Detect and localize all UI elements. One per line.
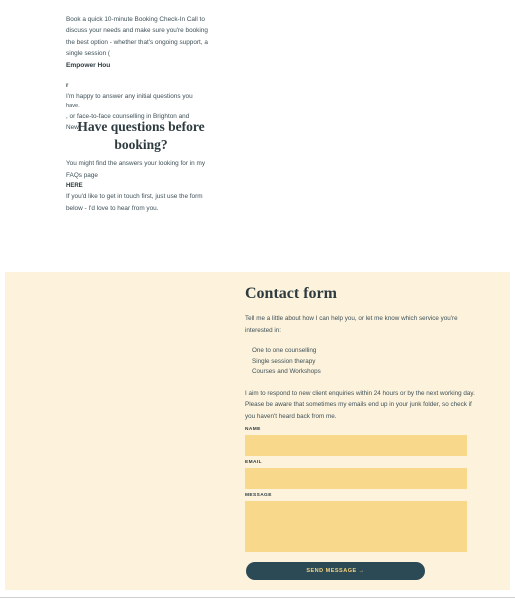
- booking-call-text: Book a quick 10-minute Booking Check-In Call to discuss your needs and make sure you're booking the best option - whether that's ongoing support, a single session (: [66, 16, 208, 58]
- answer-line-1: I'm happy to answer any initial questions you: [66, 92, 193, 100]
- questions-heading: Have questions before booking?: [77, 119, 205, 153]
- name-field[interactable]: [245, 435, 467, 456]
- top-section: [0, 0, 515, 272]
- contact-form: [245, 284, 475, 574]
- message-field[interactable]: [245, 501, 467, 552]
- intro-column: [66, 14, 216, 214]
- empower-hour-link[interactable]: Empower Hou: [66, 61, 111, 69]
- email-field[interactable]: [245, 468, 467, 489]
- response-note: I aim to respond to new client enquiries within 24 hours or by the next working day. Please be aware that sometimes my emails end up in your junk folder, so check if you haven't heard back from me.: [245, 389, 475, 420]
- heading-overlap: [66, 119, 216, 158]
- list-item: One to one counselling: [252, 347, 317, 354]
- list-item: Courses and Workshops: [252, 368, 321, 376]
- fragment-r: r: [66, 82, 69, 89]
- email-label: EMAIL: [245, 460, 262, 466]
- message-label: MESSAGE: [245, 493, 272, 499]
- contact-form-title: Contact form: [245, 285, 337, 302]
- contact-intro: Tell me a little about how I can help you, or let me know which service you're interested in:: [245, 315, 458, 334]
- answer-line-2: have.: [66, 103, 80, 110]
- contact-section: [5, 272, 510, 590]
- faq-here-link[interactable]: HERE: [66, 183, 83, 190]
- answer-prefix: New: [66, 124, 79, 132]
- services-list: [245, 346, 475, 378]
- list-item: Single session therapy: [252, 357, 316, 365]
- faq-text: You might find the answers your looking for in my FAQs page: [66, 160, 206, 179]
- answer-line-3: , or face-to-face counselling in Brighton and: [66, 113, 190, 121]
- name-label: NAME: [245, 427, 261, 433]
- send-message-button[interactable]: SEND MESSAGE →: [246, 562, 425, 580]
- page-divider: [0, 597, 515, 598]
- get-in-touch-text: If you'd like to get in touch first, just use the form below - I'd love to hear from you.: [66, 193, 203, 212]
